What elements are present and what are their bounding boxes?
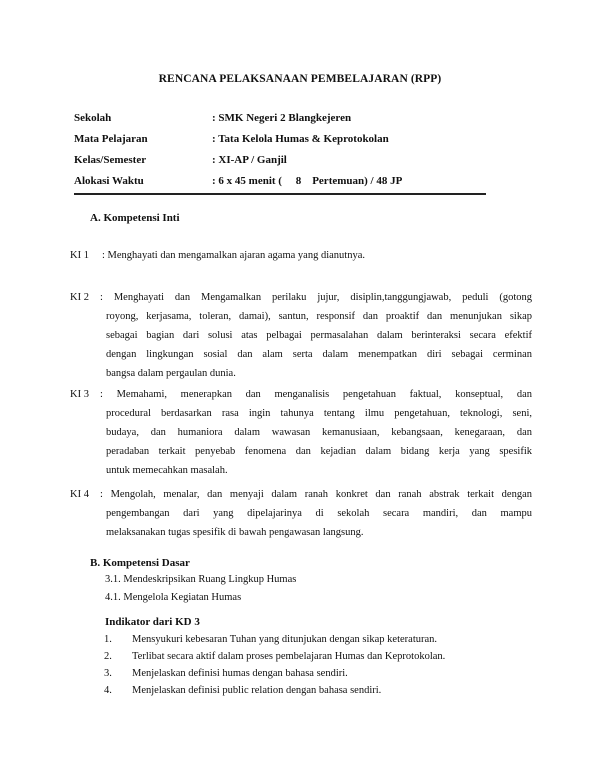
ki-text: procedural berdasarkan rasa ingin tahunya tentang ilmu pengetahuan, teknologi, seni,	[106, 408, 532, 419]
identity-value: : 6 x 45 menit ( 8 Pertemuan) / 48 JP	[212, 175, 403, 187]
ki-label: KI 2	[70, 292, 89, 303]
identity-row-time	[74, 175, 494, 195]
ki-text: pengembangan dari yang dipelajarinya di sekolah secara mandiri, dan mampu	[106, 508, 532, 519]
indikator-text: Menjelaskan definisi humas dengan bahasa sendiri.	[132, 668, 348, 679]
ki-text: : Menghayati dan mengamalkan ajaran agama yang dianutnya.	[102, 250, 365, 261]
identity-row-school	[74, 112, 494, 132]
indikator-number: 1.	[104, 634, 112, 645]
ki-1	[70, 246, 532, 265]
identity-value: : Tata Kelola Humas & Keprotokolan	[212, 133, 389, 145]
identity-value: : SMK Negeri 2 Blangkejeren	[212, 112, 352, 124]
ki-text: sebagai bagian dari solusi atas pelbagai permasalahan dalam berinteraksi secara efektif	[106, 330, 532, 341]
section-a-heading: A. Kompetensi Inti	[90, 212, 180, 224]
ki-text: : Mengolah, menalar, dan menyaji dalam ranah konkret dan ranah abstrak terkait dengan	[100, 489, 532, 500]
ki-text: : Menghayati dan Mengamalkan perilaku jujur, disiplin,tanggungjawab, peduli (gotong	[100, 292, 532, 303]
indikator-text: Mensyukuri kebesaran Tuhan yang ditunjukan dengan sikap keteraturan.	[132, 634, 438, 645]
ki-text: budaya, dan humaniora dalam wawasan kemanusiaan, kebangsaan, kenegaraan, dan	[106, 427, 532, 438]
ki-text: peradaban terkait penyebab fenomena dan kejadian dalam bidang kerja yang spesifik	[106, 446, 532, 457]
indikator-number: 4.	[104, 685, 112, 696]
ki-text: melaksanakan tugas spesifik di bawah pengawasan langsung.	[106, 527, 364, 538]
indikator-number: 2.	[104, 651, 112, 662]
ki-3	[70, 385, 532, 480]
document-title: RENCANA PELAKSANAAN PEMBELAJARAN (RPP)	[158, 73, 442, 85]
ki-label: KI 4	[70, 489, 89, 500]
identity-label: Sekolah	[74, 112, 112, 124]
indikator-heading: Indikator dari KD 3	[105, 616, 200, 628]
indikator-number: 3.	[104, 668, 112, 679]
ki-text: dengan lingkungan sosial dan alam serta dalam menempatkan diri sebagai cerminan	[106, 349, 532, 360]
identity-label: Kelas/Semester	[74, 154, 147, 166]
identity-value: : XI-AP / Ganjil	[212, 154, 287, 166]
header-divider	[74, 193, 486, 195]
identity-row-subject	[74, 133, 494, 153]
ki-2	[70, 288, 532, 383]
identity-label: Mata Pelajaran	[74, 133, 148, 145]
ki-label: KI 3	[70, 389, 89, 400]
kd-item: 3.1. Mendeskripsikan Ruang Lingkup Humas	[105, 574, 297, 585]
ki-text: bangsa dalam pergaulan dunia.	[106, 368, 236, 379]
ki-text: : Memahami, menerapkan dan menganalisis pengetahuan faktual, konseptual, dan	[100, 389, 532, 400]
ki-4	[70, 485, 532, 542]
ki-text: untuk memecahkan masalah.	[106, 465, 228, 476]
section-b-heading: B. Kompetensi Dasar	[90, 557, 190, 569]
kd-item: 4.1. Mengelola Kegiatan Humas	[105, 592, 242, 603]
identity-row-class	[74, 154, 494, 174]
indikator-text: Terlibat secara aktif dalam proses pembelajaran Humas dan Keprotokolan.	[132, 651, 446, 662]
identity-label: Alokasi Waktu	[74, 175, 144, 187]
ki-label: KI 1	[70, 250, 89, 261]
indikator-text: Menjelaskan definisi public relation dengan bahasa sendiri.	[132, 685, 382, 696]
ki-text: royong, kerjasama, toleran, damai), santun, responsif dan proaktif dan menunjukan sikap	[106, 311, 532, 322]
